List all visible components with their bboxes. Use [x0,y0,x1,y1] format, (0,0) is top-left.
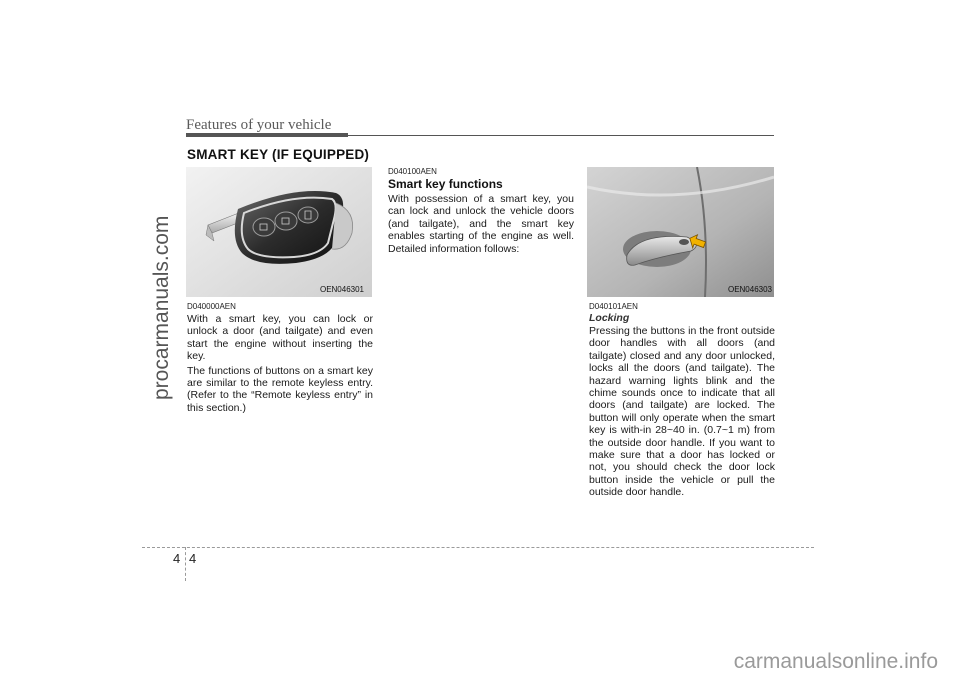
column3-heading: Locking [589,312,630,324]
column2-code: D040100AEN [388,167,437,176]
column2-paragraph-1: With possession of a smart key, you can lock and unlock the vehicle doors (and tailgate), and the smart key enables starting of the engine as well. Detailed information follows: [388,193,574,255]
door-handle-icon [587,167,774,297]
column1-paragraph-1: With a smart key, you can lock or unlock a door (and tailgate) and even start the engine without inserting the key. [187,313,373,363]
watermark-side: procarmanuals.com [150,215,173,400]
door-handle-figure [587,167,774,297]
column1-paragraph-2: The functions of buttons on a smart key are similar to the remote keyless entry. (Refer to the “Remote keyless entry” in this section.) [187,364,373,414]
smart-key-fob-icon [186,167,372,297]
column3-code: D040101AEN [589,302,638,311]
header-rule [186,135,774,136]
column2-heading: Smart key functions [388,177,503,191]
page-number: 4 [189,551,197,566]
figure-caption-right: OEN046303 [727,285,772,294]
figure-caption-left: OEN046301 [319,285,364,294]
column2-body [388,193,574,255]
footer-rule [142,547,814,548]
smart-key-figure [186,167,372,297]
section-heading: SMART KEY (IF EQUIPPED) [187,147,370,162]
column1-body [187,313,373,414]
page-header-title: Features of your vehicle [186,117,332,133]
watermark-bottom: carmanualsonline.info [733,650,938,673]
column3-body [589,325,775,499]
chapter-number: 4 [173,551,181,566]
footer-divider [185,547,186,581]
column3-paragraph-1: Pressing the buttons in the front outside door handles with all doors (and tailgate) closed and any door unlocked, locks all the doors (and tailgate). The hazard warning lights blink and the chime sounds once to indicate that all doors (and tailgate) are locked. The button will only operate when the smart key is with-in 28~40 in. (0.7~1 m) from the outside door handle. If you want to make sure that a door has locked or not, you should check the door lock button inside the vehicle or pull the outside door handle. [589,325,775,499]
column1-code: D040000AEN [187,302,236,311]
